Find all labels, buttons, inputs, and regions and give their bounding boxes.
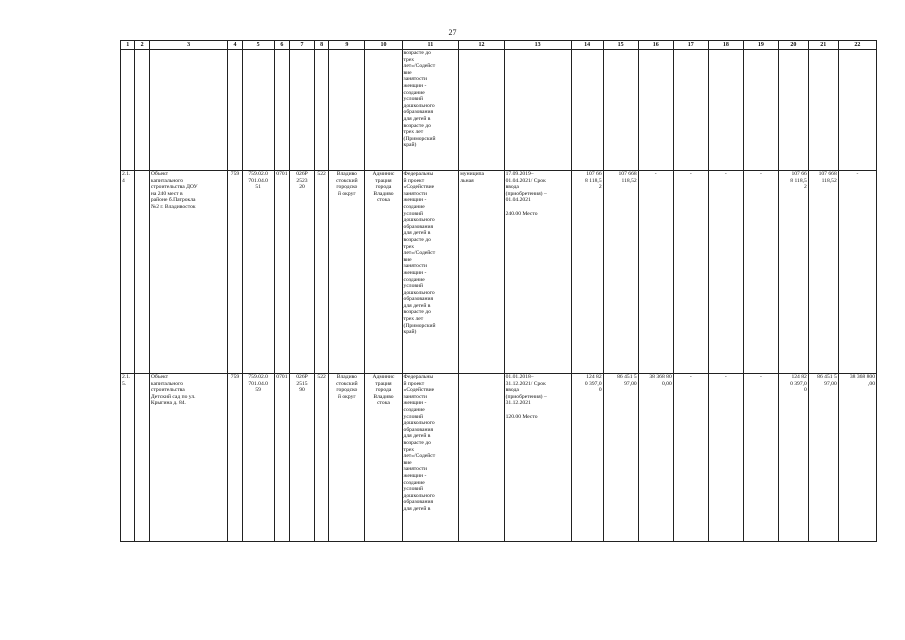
col-header: 17: [673, 41, 708, 50]
col-header: 22: [838, 41, 876, 50]
cell-amount: -: [759, 374, 762, 380]
cell-amount: 124 82 0 397,0 0: [584, 374, 602, 394]
cell-deadline: 17.09.2019– 01.04.2021/ Срок ввода (приобретения) – 01.04.2021 240.00 Место: [505, 171, 547, 217]
table-row-continuation: [121, 50, 877, 171]
col-header: 11: [402, 41, 459, 50]
cell-target-code: 026Р 2523 20: [296, 171, 308, 191]
cell-amount: -: [654, 171, 657, 177]
col-header: 3: [149, 41, 227, 50]
cell-amount: -: [724, 374, 727, 380]
col-header: 8: [314, 41, 328, 50]
cell-administrator: Админис трация города Владиво стока: [372, 171, 395, 204]
col-header: 16: [638, 41, 673, 50]
cell-municipality: Владиво стокский городско й округ: [336, 171, 358, 197]
cell-row-number: 2.1. 5.: [122, 374, 131, 387]
cell-project-description: Федеральны й проект «Содействие занятости женщин - создание условий дошкольного образования для детей в возрасте до трех лет»/Содейст вие занятости женщин - создание условий дошкольного образования для детей в: [403, 374, 436, 512]
col-header: 6: [274, 41, 289, 50]
cell-amount: -: [689, 171, 692, 177]
col-header: 21: [808, 41, 838, 50]
cell-amount: -: [689, 374, 692, 380]
cell-amount: 107 668 118,52: [818, 171, 837, 184]
table-row: [121, 171, 877, 374]
cell-ownership: муниципа льная: [460, 171, 485, 184]
cell-code: 759: [230, 374, 240, 380]
cell-amount: 86 451 5 97,00: [617, 374, 637, 387]
page-number: 27: [448, 28, 457, 37]
col-header: 20: [778, 41, 808, 50]
cell-municipality: Владиво стокский городско й округ: [336, 374, 358, 400]
col-header: 18: [708, 41, 743, 50]
cell-target-code: 026Р 2515 90: [296, 374, 308, 394]
cell-amount: 107 66 8 118,5 2: [790, 171, 807, 191]
col-header: 14: [571, 41, 603, 50]
cell-project-description: Федеральны й проект «Содействие занятости женщин - создание условий дошкольного образования для детей в возрасте до трех лет»/Содейст вие занятости женщин - создание условий дошкольного образования для детей в возрасте до трех лет (Приморский край): [403, 171, 436, 336]
cell-amount: 107 668 118,52: [618, 171, 637, 184]
col-header: 19: [743, 41, 778, 50]
cell-amount: 107 66 8 118,5 2: [585, 171, 602, 191]
col-header: 1: [121, 41, 135, 50]
cell-section-code: 0701: [276, 374, 288, 380]
header-row: [121, 41, 877, 50]
col-header: 4: [228, 41, 242, 50]
cell-amount: 124 82 0 397,0 0: [790, 374, 807, 394]
cell-deadline: 01.01.2018– 31.12.2021/ Срок ввода (приобретения) – 31.12.2021 120.00 Место: [505, 374, 547, 420]
col-header: 7: [290, 41, 315, 50]
cell-amount: -: [759, 171, 762, 177]
col-header: 12: [459, 41, 504, 50]
cell-row-number: 2.1. 4: [122, 171, 131, 184]
cell-expense-type: 522: [317, 374, 326, 380]
cell-object-name: Объект капитального строительства ДОУ на 240 мест в районе б.Патрокла №2 г. Владивосток: [150, 171, 198, 210]
cell-administrator: Админис трация города Владиво стока: [372, 374, 395, 407]
col-header: 5: [242, 41, 274, 50]
col-header: 2: [135, 41, 149, 50]
cell-amount: -: [856, 171, 859, 177]
cell-amount: 86 451 5 97,00: [817, 374, 837, 387]
col-header: 15: [603, 41, 638, 50]
cell-amount: 38 368 800 ,00: [849, 374, 875, 387]
cell-object-name: Объект капитального строительства Детский сад по ул. Крыгина д. 84.: [150, 374, 196, 407]
cell-amount: 38 368 80 0,00: [649, 374, 672, 387]
cell-section-code: 0701: [276, 171, 288, 177]
cell-amount: -: [724, 171, 727, 177]
budget-table: [120, 40, 877, 542]
col-header: 13: [504, 41, 571, 50]
cell-code: 759: [230, 171, 240, 177]
cell-expense-type: 522: [317, 171, 326, 177]
cell-budget-code: 759.02.0 701.04.0 51: [248, 171, 268, 191]
table-row: [121, 374, 877, 542]
col-header: 10: [365, 41, 402, 50]
cell-project-description: возрасте до трех лет»/Содейст вие занятости женщин - создание условий дошкольного образования для детей в возрасте до трех лет (Приморский край): [403, 50, 436, 149]
cell-budget-code: 759.02.0 701.04.0 59: [248, 374, 268, 394]
col-header: 9: [329, 41, 365, 50]
